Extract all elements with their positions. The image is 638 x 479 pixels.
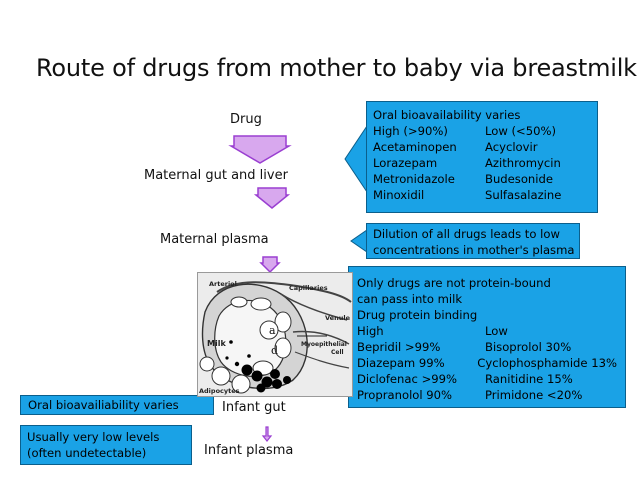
table-row bbox=[357, 371, 617, 387]
down-arrow-3 bbox=[260, 256, 280, 273]
label-myoepithelial: Myoepithelial bbox=[301, 341, 347, 348]
flow-infant-gut: Infant gut bbox=[222, 400, 286, 415]
infant-bioavailability-box bbox=[20, 395, 214, 415]
label-adipocytes: Adipocytes bbox=[199, 387, 240, 395]
table-row bbox=[373, 171, 591, 187]
label-arteriol: Arteriol bbox=[209, 280, 237, 288]
breast-alveolus-illustration bbox=[197, 272, 353, 397]
down-arrow-2 bbox=[255, 187, 289, 209]
row-left-cell: Propranolol 90% bbox=[357, 388, 453, 402]
row-left-cell: Acetaminopen bbox=[373, 140, 457, 154]
protein-line-2: can pass into milk bbox=[357, 292, 463, 306]
table-row bbox=[373, 155, 591, 171]
row-left-cell: Bepridil >99% bbox=[357, 340, 441, 354]
row-right-cell: Sulfasalazine bbox=[485, 188, 562, 202]
table-row bbox=[373, 139, 591, 155]
label-capillaries: Capillaries bbox=[289, 284, 328, 292]
label-a: a bbox=[269, 324, 276, 337]
label-d: d bbox=[271, 344, 279, 357]
protein-line-3: Drug protein binding bbox=[357, 308, 478, 322]
protein-line-1: Only drugs are not protein-bound bbox=[357, 276, 551, 290]
flow-infant-plasma: Infant plasma bbox=[204, 443, 294, 458]
table-row bbox=[357, 339, 617, 355]
infant-bioavailability-text: Oral bioavailiability varies bbox=[28, 398, 179, 412]
row-right-cell: Ranitidine 15% bbox=[485, 372, 573, 386]
dilution-line-1: Dilution of all drugs leads to low bbox=[373, 227, 560, 241]
dilution-box bbox=[366, 223, 580, 259]
label-venule: Venule bbox=[325, 314, 350, 322]
row-left-cell: High (>90%) bbox=[373, 124, 448, 138]
table-row bbox=[373, 187, 591, 203]
row-right-cell: Bisoprolol 30% bbox=[485, 340, 572, 354]
down-arrow-4 bbox=[262, 426, 272, 442]
label-cell: Cell bbox=[331, 349, 344, 356]
table-row bbox=[357, 355, 617, 371]
protein-binding-box bbox=[348, 266, 626, 408]
row-left-cell: Diazepam 99% bbox=[357, 356, 445, 370]
table-row bbox=[357, 323, 617, 339]
row-right-cell: Primidone <20% bbox=[485, 388, 583, 402]
bioavailability-box bbox=[366, 101, 598, 213]
bioavailability-heading: Oral bioavailability varies bbox=[373, 108, 521, 122]
row-left-cell: High bbox=[357, 324, 384, 338]
low-levels-line-2: (often undetectable) bbox=[27, 446, 147, 460]
row-left-cell: Metronidazole bbox=[373, 172, 455, 186]
low-levels-line-1: Usually very low levels bbox=[27, 430, 160, 444]
row-left-cell: Diclofenac >99% bbox=[357, 372, 458, 386]
dilution-line-2: concentrations in mother's plasma bbox=[373, 243, 575, 257]
low-levels-box bbox=[20, 425, 192, 465]
down-arrow-1 bbox=[230, 135, 290, 165]
table-row bbox=[357, 387, 617, 403]
row-left-cell: Minoxidil bbox=[373, 188, 425, 202]
row-left-cell: Lorazepam bbox=[373, 156, 438, 170]
row-right-cell: Budesonide bbox=[485, 172, 553, 186]
flow-maternal-plasma: Maternal plasma bbox=[160, 232, 269, 247]
flow-drug: Drug bbox=[230, 112, 262, 127]
row-right-cell: Azithromycin bbox=[485, 156, 561, 170]
table-row bbox=[373, 123, 591, 139]
label-milk: Milk bbox=[207, 339, 226, 348]
row-right-cell: Low bbox=[485, 324, 508, 338]
flow-gut-liver: Maternal gut and liver bbox=[144, 168, 288, 183]
row-right-cell: Cyclophosphamide 13% bbox=[477, 356, 617, 370]
row-right-cell: Low (<50%) bbox=[485, 124, 557, 138]
row-right-cell: Acyclovir bbox=[485, 140, 538, 154]
page-title: Route of drugs from mother to baby via breastmilk bbox=[36, 54, 637, 82]
